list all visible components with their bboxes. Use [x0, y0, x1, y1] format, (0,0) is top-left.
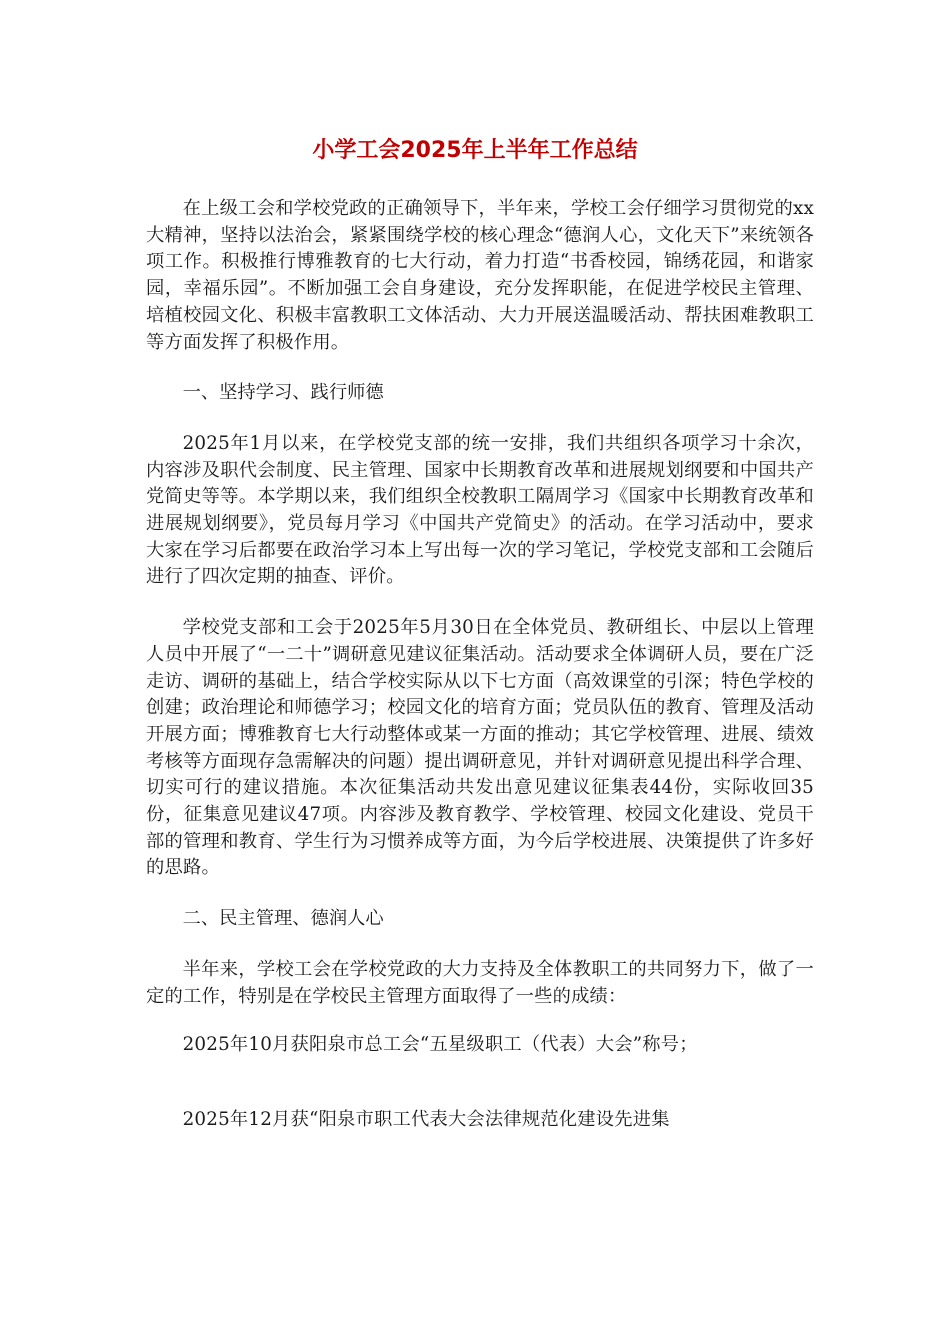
document-title: 小学工会2025年上半年工作总结: [312, 138, 638, 163]
section-heading-1: 一、坚持学习、践行师德: [182, 382, 384, 404]
document-body: [146, 196, 814, 1134]
study-paragraph: 2025年1月以来，在学校党支部的统一安排，我们共组织各项学习十余次，内容涉及职代会制度、民主管理、国家中长期教育改革和进展规划纲要和中国共产党简史等等。本学期以来，我们组织全校教职工隔周学习《国家中长期教育改革和进展规划纲要》，党员每月学习《中国共产党简史》的活动。在学习活动中，要求大家在学习后都要在政治学习本上写出每一次的学习笔记，学校党支部和工会随后进行了四次定期的抽查、评价。: [146, 432, 814, 588]
section-heading-2: 二、民主管理、德润人心: [182, 908, 384, 930]
management-paragraph: 半年来，学校工会在学校党政的大力支持及全体教职工的共同努力下，做了一定的工作，特别是在学校民主管理方面取得了一些的成绩：: [146, 958, 814, 1007]
award-item-1: 2025年10月获阳泉市总工会“五星级职工（代表）大会”称号；: [182, 1034, 698, 1056]
award-item-2: 2025年12月获“阳泉市职工代表大会法律规范化建设先进集: [182, 1108, 670, 1130]
intro-paragraph: 在上级工会和学校党政的正确领导下，半年来，学校工会仔细学习贯彻党的xx大精神，坚持以法治会，紧紧围绕学校的核心理念“德润人心，文化天下”来统领各项工作。积极推行博雅教育的七大行动，着力打造“书香校园，锦绣花园，和谐家园，幸福乐园”。不断加强工会自身建设，充分发挥职能，在促进学校民主管理、培植校园文化、积极丰富教职工文体活动、大力开展送温暖活动、帮扶困难教职工等方面发挥了积极作用。: [146, 198, 814, 353]
survey-paragraph: 学校党支部和工会于2025年5月30日在全体党员、教研组长、中层以上管理人员中开展了“一二十”调研意见建议征集活动。活动要求全体调研人员，要在广泛走访、调研的基础上，结合学校实际从以下七方面（高效课堂的引深；特色学校的创建；政治理论和师德学习；校园文化的培育方面；党员队伍的教育、管理及活动开展方面；博雅教育七大行动整体或某一方面的推动；其它学校管理、进展、绩效考核等方面现存急需解决的问题）提出调研意见，并针对调研意见提出科学合理、切实可行的建议措施。本次征集活动共发出意见建议征集表44份，实际收回35份，征集意见建议47项。内容涉及教育教学、学校管理、校园文化建设、党员干部的管理和教育、学生行为习惯养成等方面，为今后学校进展、决策提供了许多好的思路。: [146, 617, 814, 879]
